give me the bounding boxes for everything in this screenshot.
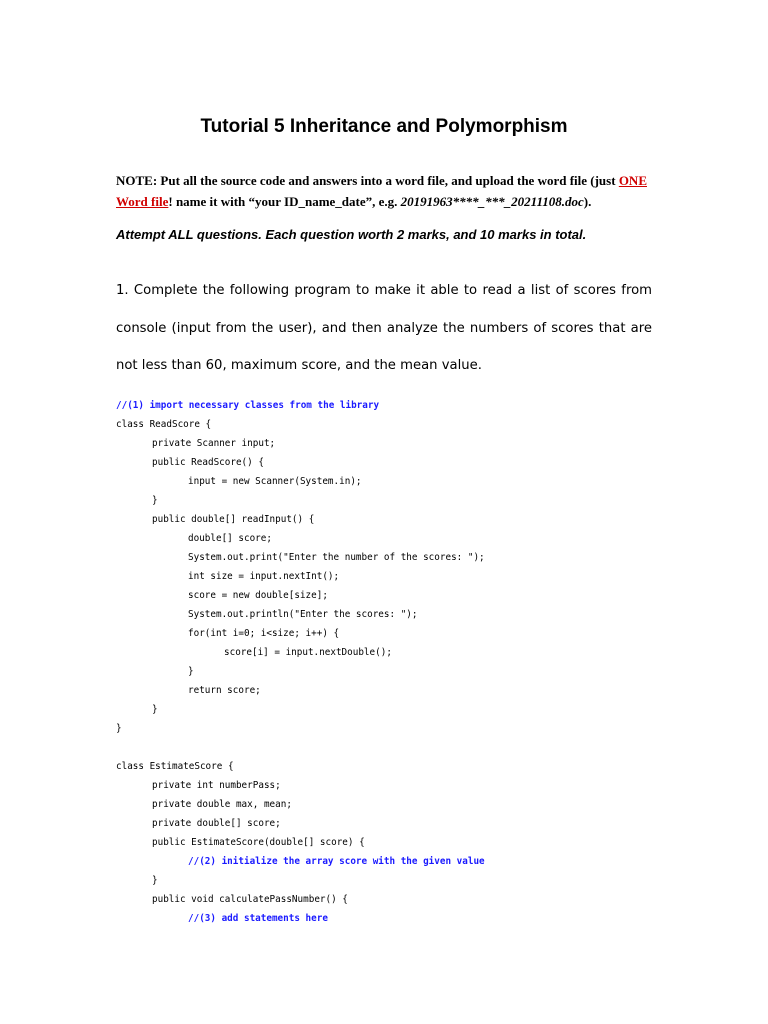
code-line: return score; <box>188 685 261 696</box>
code-line: System.out.println("Enter the scores: "); <box>188 609 418 620</box>
note-text-2: ! name it with “your ID_name_date”, e.g. <box>168 194 401 209</box>
code-line: private double max, mean; <box>152 799 292 810</box>
code-line: public ReadScore() { <box>152 457 264 468</box>
code-comment-line: //(2) initialize the array score with the given value <box>188 856 485 867</box>
code-line: } <box>152 495 158 506</box>
note-text-1: NOTE: Put all the source code and answers into a word file, and upload the word file (just <box>116 173 619 188</box>
code-line: public double[] readInput() { <box>152 514 315 525</box>
page-title: Tutorial 5 Inheritance and Polymorphism <box>200 116 568 137</box>
code-line: } <box>152 704 158 715</box>
code-line: int size = input.nextInt(); <box>188 571 340 582</box>
question-1: 1. Complete the following program to make it able to read a list of scores from console (input from the user), and then analyze the numbers of scores that are not less than 60, maximum score, and the mean value. <box>116 283 652 373</box>
code-line: class ReadScore { <box>116 419 212 430</box>
code-line: } <box>188 666 194 677</box>
code-line: public EstimateScore(double[] score) { <box>152 837 365 848</box>
code-line: double[] score; <box>188 533 272 544</box>
code-line <box>116 738 485 757</box>
code-line: class EstimateScore { <box>116 761 234 772</box>
code-comment-line: //(3) add statements here <box>188 913 328 924</box>
code-block <box>116 396 485 928</box>
note-text-3: ). <box>583 194 592 209</box>
code-line: } <box>116 723 122 734</box>
note-example: 20191963****_***_20211108.doc <box>400 194 584 209</box>
instructions: Attempt ALL questions. Each question worth 2 marks, and 10 marks in total. <box>116 227 587 242</box>
code-line: input = new Scanner(System.in); <box>188 476 362 487</box>
code-comment-line: //(1) import necessary classes from the library <box>116 400 380 411</box>
code-line: } <box>152 875 158 886</box>
code-line: System.out.print("Enter the number of the scores: "); <box>188 552 485 563</box>
note-highlight: ONE Word file <box>116 173 647 209</box>
code-line: score = new double[size]; <box>188 590 328 601</box>
code-line: score[i] = input.nextDouble(); <box>224 647 392 658</box>
code-line: private Scanner input; <box>152 438 276 449</box>
code-line: private int numberPass; <box>152 780 281 791</box>
code-line: for(int i=0; i<size; i++) { <box>188 628 340 639</box>
code-line: public void calculatePassNumber() { <box>152 894 348 905</box>
code-line: private double[] score; <box>152 818 281 829</box>
note-paragraph <box>116 170 656 212</box>
